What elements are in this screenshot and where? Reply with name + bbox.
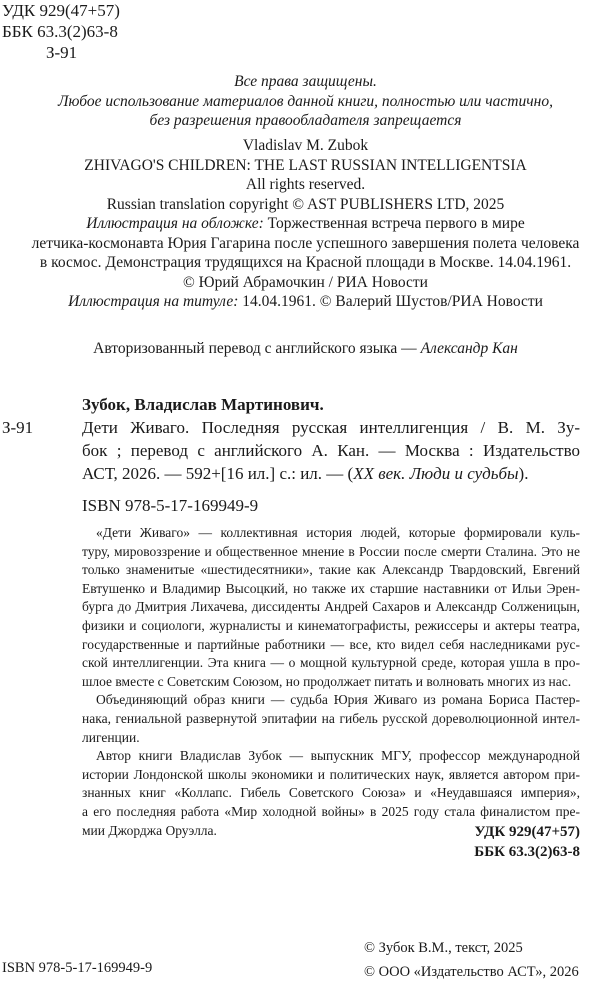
rights-line: Любое использование материалов данной книги, полностью или частично, xyxy=(58,92,553,110)
annotation-line: Автор книги Владислав Зубок — выпускник МГУ, профессор международной xyxy=(96,748,580,764)
annotation xyxy=(82,524,580,840)
translation-text: Авторизованный перевод с английского языка — xyxy=(93,340,421,357)
annotation-line: Евтушенко и Владимир Высоцкий, но также их старшие наставники от Ильи Эрен- xyxy=(82,580,580,596)
rights-notice xyxy=(0,72,611,131)
original-edition-info xyxy=(0,136,611,214)
rights-line: без разрешения правообладателя запрещается xyxy=(149,112,462,129)
cover-illustration-line: летчика-космонавта Юрия Гагарина после успешного завершения полета человека xyxy=(31,234,580,252)
udk-code: УДК 929(47+57) xyxy=(474,824,580,840)
annotation-line: шлое вместе с Советским Союзом, но продолжает питать и волновать многих из нас. xyxy=(82,673,572,689)
entry-line-text: АСТ, 2026. — 592+[16 ил.] с.: ил. — ( xyxy=(82,464,354,483)
bbk-code: ББК 63.3(2)63-8 xyxy=(474,844,580,860)
annotation-line: нака, гениальной развернутой эпитафии на гибель русской дореволюционной интел- xyxy=(82,710,580,726)
annotation-line: только знаменитые «шестидесятники», такие как Александр Твардовский, Евгений xyxy=(82,562,580,578)
annotation-line: мии Джорджа Оруэлла. xyxy=(82,822,217,838)
entry-line: бок ; перевод с английского А. Кан. — Москва : Издательство xyxy=(82,441,580,460)
original-rights: All rights reserved. xyxy=(245,176,366,193)
annotation-line: Объединяющий образ книги — судьба Юрия Живаго из романа Бориса Пастер- xyxy=(96,692,580,708)
title-illustration-label: Иллюстрация на титуле: xyxy=(68,293,239,310)
copyright-block xyxy=(364,936,579,984)
entry-description xyxy=(82,416,580,485)
annotation-line: истории Лондонской школы экономики и политических наук, является автором при- xyxy=(82,766,580,782)
annotation-line: «Дети Живаго» — коллективная история людей, которые формировали куль- xyxy=(96,525,580,540)
series-title: XX век. Люди и судьбы xyxy=(353,464,519,483)
annotation-line: физики и социологи, журналисты и кинематографисты, режиссеры и актеры театра, xyxy=(82,617,580,633)
udk-code: УДК 929(47+57) xyxy=(2,1,120,20)
bbk-code: ББК 63.3(2)63-8 xyxy=(2,22,118,41)
annotation-line: ской интеллигенции. Эта книга — о мощной культурной среде, которая ушла в про- xyxy=(82,655,580,671)
title-illustration-text: 14.04.1961. © Валерий Шустов/РИА Новости xyxy=(238,293,543,310)
author-sign: З-91 xyxy=(46,43,78,62)
cover-illustration-line: в космос. Демонстрация трудящихся на Красной площади в Москве. 14.04.1961. xyxy=(39,254,572,271)
cover-illustration-text: Торжественная встреча первого в мире xyxy=(263,215,525,232)
annotation-line: лигенции. xyxy=(82,729,140,745)
classification-codes xyxy=(2,0,120,63)
annotation-line: знанных книг «Коллапс. Гибель Советского Союза» и «Неудавшаяся империя», xyxy=(82,785,580,801)
cover-illustration-label: Иллюстрация на обложке: xyxy=(86,215,264,232)
illustration-credits xyxy=(0,214,611,312)
title-illustration-line xyxy=(0,292,611,312)
annotation-line: туру, мировоззрение и общественное мнение в России после смерти Сталина. Это не xyxy=(82,543,580,559)
classification-codes-bottom xyxy=(474,822,580,862)
entry-line: Дети Живаго. Последняя русская интеллигенция / В. М. Зу- xyxy=(82,418,580,437)
rights-line: Все права защищены. xyxy=(234,73,377,90)
entry-author-sign: З-91 xyxy=(2,418,34,437)
translation-copyright: Russian translation copyright © AST PUBLISHERS LTD, 2025 xyxy=(106,195,505,213)
isbn: ISBN 978-5-17-169949-9 xyxy=(82,496,259,515)
isbn-footer: ISBN 978-5-17-169949-9 xyxy=(2,960,153,976)
annotation-line: государственные и партийные работники — все, кто видел себя наследниками рус- xyxy=(82,636,580,652)
cover-illustration-line xyxy=(0,214,611,234)
entry-line-text: ). xyxy=(518,464,529,483)
entry-heading: Зубок, Владислав Мартинович. xyxy=(82,395,324,414)
translation-line xyxy=(0,339,611,359)
cover-illustration-credit: © Юрий Абрамочкин / РИА Новости xyxy=(183,273,428,291)
original-author: Vladislav M. Zubok xyxy=(242,137,369,154)
entry-line xyxy=(82,462,580,485)
translator-name: Александр Кан xyxy=(420,340,518,357)
annotation-line: а его последняя работа «Мир холодной войны» в 2025 году стала финалистом пре- xyxy=(82,803,580,819)
copyright-text: © Зубок В.М., текст, 2025 xyxy=(364,940,523,956)
translation-note xyxy=(0,339,611,359)
original-title: ZHIVAGO'S CHILDREN: THE LAST RUSSIAN INTELLIGENTSIA xyxy=(84,156,527,174)
copyright-publisher: © ООО «Издательство АСТ», 2026 xyxy=(364,964,579,980)
annotation-line: бурга до Дмитрия Лихачева, диссиденты Андрей Сахаров и Александр Солженицын, xyxy=(82,599,580,615)
